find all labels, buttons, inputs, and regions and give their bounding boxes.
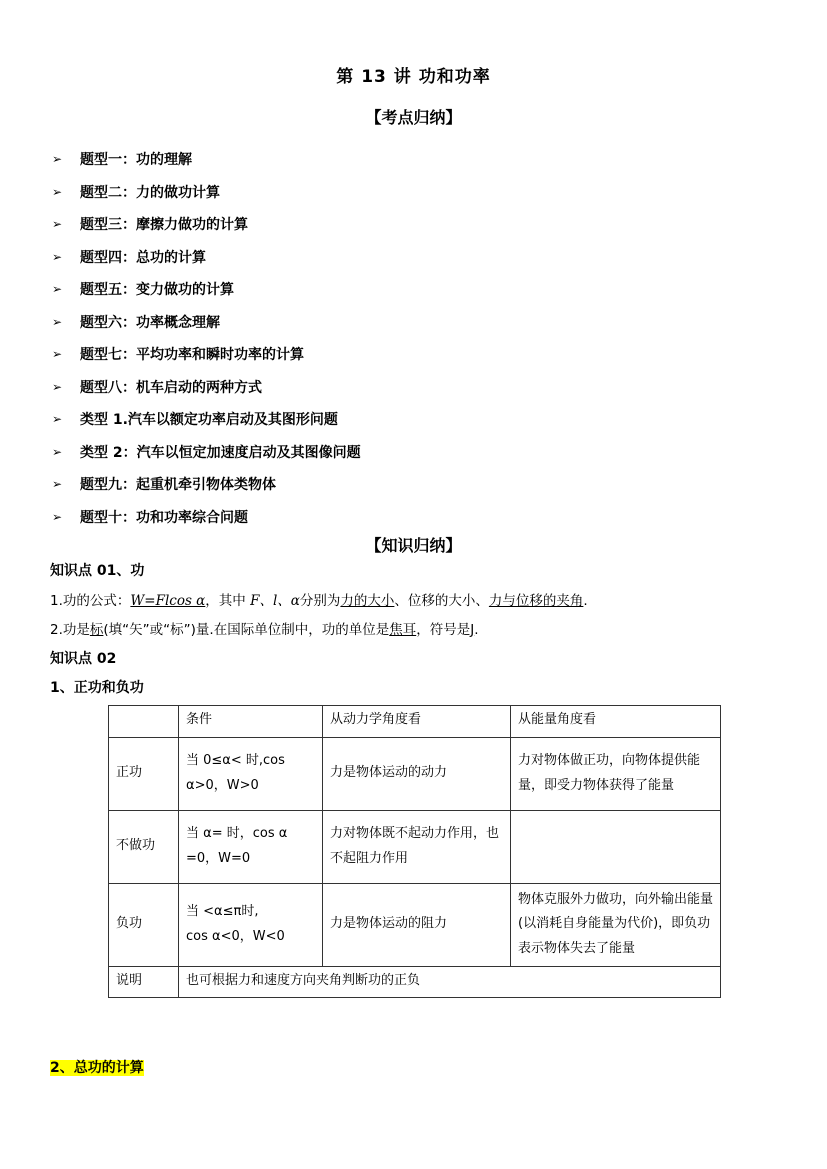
condition-cell xyxy=(179,737,323,810)
arrow-bullet-icon: ➢ xyxy=(52,412,63,427)
arrow-bullet-icon: ➢ xyxy=(52,509,63,524)
note-label: 说明 xyxy=(109,966,179,998)
unit-text: (填“矢”或“标”)量.在国际单位制中，功的单位是 xyxy=(103,622,390,638)
answer-symbol: J xyxy=(470,622,475,638)
topic-label: 题型六：功率概念理解 xyxy=(80,314,220,331)
list-item xyxy=(52,176,361,209)
formula-text: 、位移的大小、 xyxy=(394,593,489,609)
work-formula: W=Flcos α xyxy=(130,593,206,609)
unit-line xyxy=(50,618,478,638)
page-title: 第 13 讲 功和功率 xyxy=(336,67,491,87)
dynamics-cell: 力是物体运动的阻力 xyxy=(323,883,511,966)
work-table xyxy=(108,705,721,998)
table-row xyxy=(109,737,721,810)
knowledge-point-02-heading: 知识点 02 xyxy=(50,651,117,667)
list-item xyxy=(52,436,361,469)
knowledge-point-01-heading: 知识点 01、功 xyxy=(50,563,145,579)
condition-line: 当 0≤α< 时,cos xyxy=(186,753,285,768)
condition-cell xyxy=(179,883,323,966)
energy-cell: 力对物体做正功，向物体提供能量，即受力物体获得了能量 xyxy=(511,737,721,810)
topic-label: 题型一：功的理解 xyxy=(80,152,192,169)
list-item xyxy=(52,371,361,404)
table-header-cell: 从动力学角度看 xyxy=(323,706,511,738)
topic-label: 题型十：功和功率综合问题 xyxy=(80,509,248,526)
topic-label: 类型 2：汽车以恒定加速度启动及其图像问题 xyxy=(80,444,361,461)
list-item xyxy=(52,273,361,306)
table-header-cell: 从能量角度看 xyxy=(511,706,721,738)
topic-label: 题型七：平均功率和瞬时功率的计算 xyxy=(80,347,304,364)
topic-label: 题型五：变力做功的计算 xyxy=(80,282,234,299)
formula-text: 分别为 xyxy=(299,593,341,609)
formula-text: ，其中 xyxy=(205,593,251,609)
unit-text: . xyxy=(474,622,479,638)
dynamics-cell: 力是物体运动的动力 xyxy=(323,737,511,810)
list-item xyxy=(52,501,361,534)
answer-joule: 焦耳 xyxy=(389,622,417,638)
topic-label: 题型三：摩擦力做功的计算 xyxy=(80,217,248,234)
table-note-row xyxy=(109,966,721,998)
topic-label: 题型八：机车启动的两种方式 xyxy=(80,379,262,396)
row-label: 不做功 xyxy=(109,810,179,883)
list-item xyxy=(52,208,361,241)
energy-cell: 物体克服外力做功，向外输出能量(以消耗自身能量为代价)，即负功表示物体失去了能量 xyxy=(511,883,721,966)
arrow-bullet-icon: ➢ xyxy=(52,184,63,199)
arrow-bullet-icon: ➢ xyxy=(52,152,63,167)
list-item xyxy=(52,338,361,371)
arrow-bullet-icon: ➢ xyxy=(52,444,63,459)
topic-label: 题型九：起重机牵引物体类物体 xyxy=(80,477,276,494)
arrow-bullet-icon: ➢ xyxy=(52,477,63,492)
condition-line: 当 α= 时，cos α xyxy=(186,826,288,841)
arrow-bullet-icon: ➢ xyxy=(52,282,63,297)
arrow-bullet-icon: ➢ xyxy=(52,379,63,394)
condition-cell xyxy=(179,810,323,883)
table-header-cell: 条件 xyxy=(179,706,323,738)
condition-line: =0，W=0 xyxy=(186,850,251,866)
list-item xyxy=(52,241,361,274)
table-header-cell xyxy=(109,706,179,738)
list-item xyxy=(52,468,361,501)
energy-cell xyxy=(511,810,721,883)
answer-force-magnitude: 力的大小 xyxy=(340,593,395,609)
row-label: 负功 xyxy=(109,883,179,966)
list-item xyxy=(52,403,361,436)
row-label: 正功 xyxy=(109,737,179,810)
highlighted-heading: 2、总功的计算 xyxy=(50,1060,144,1076)
total-work-heading xyxy=(50,1057,144,1077)
topic-label: 题型二：力的做功计算 xyxy=(80,184,220,201)
topic-label: 题型四：总功的计算 xyxy=(80,249,206,266)
list-item xyxy=(52,306,361,339)
section-heading-exam-points: 【考点归纳】 xyxy=(365,108,462,127)
table-row xyxy=(109,883,721,966)
answer-angle: 力与位移的夹角 xyxy=(488,593,584,609)
formula-text: . xyxy=(583,593,588,609)
arrow-bullet-icon: ➢ xyxy=(52,249,63,264)
dynamics-cell: 力对物体既不起动力作用，也不起阻力作用 xyxy=(323,810,511,883)
arrow-bullet-icon: ➢ xyxy=(52,217,63,232)
formula-prefix: 1.功的公式： xyxy=(50,593,131,609)
arrow-bullet-icon: ➢ xyxy=(52,314,63,329)
unit-text: ，符号是 xyxy=(416,622,471,638)
table-row xyxy=(109,810,721,883)
unit-text: 2.功是 xyxy=(50,622,90,638)
table-header-row xyxy=(109,706,721,738)
condition-line: α>0，W>0 xyxy=(186,777,259,793)
answer-scalar: 标 xyxy=(89,622,104,638)
section-heading-knowledge: 【知识归纳】 xyxy=(365,536,462,555)
list-item xyxy=(52,143,361,176)
condition-line: 当 <α≤π时, xyxy=(186,904,259,920)
note-text: 也可根据力和速度方向夹角判断功的正负 xyxy=(179,966,721,998)
formula-line xyxy=(50,589,588,609)
condition-line: cos α<0，W<0 xyxy=(186,928,285,944)
formula-variables: F、l、α xyxy=(250,593,300,609)
topic-list xyxy=(52,143,361,533)
topic-label: 类型 1.汽车以额定功率启动及其图形问题 xyxy=(80,412,338,429)
arrow-bullet-icon: ➢ xyxy=(52,347,63,362)
positive-negative-work-heading: 1、正功和负功 xyxy=(50,680,144,696)
